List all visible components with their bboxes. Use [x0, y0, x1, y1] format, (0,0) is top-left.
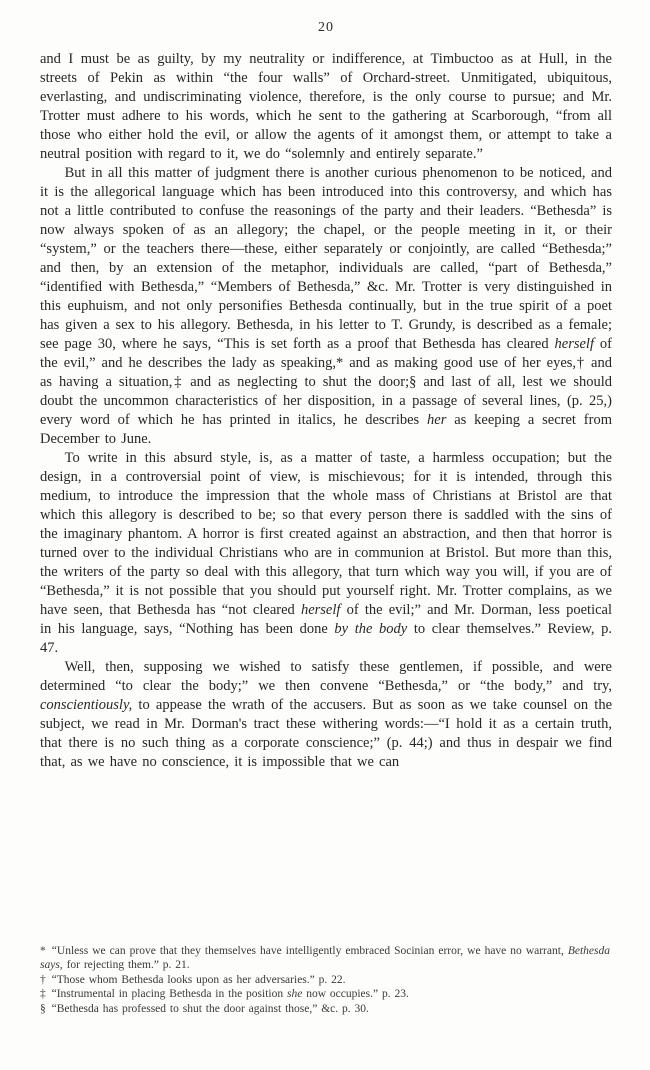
- footnote-marker: †: [40, 973, 50, 986]
- footnote: [40, 973, 610, 988]
- italic-text: herself: [554, 336, 594, 352]
- footnote-marker: §: [40, 1002, 50, 1015]
- page-text: [40, 50, 612, 772]
- text-segment: Well, then, supposing we wished to satisfy these gentlemen, if possible, and were determined “to clear the body;” we then convene “Bethesda,” or “the body,” and try,: [40, 659, 612, 694]
- text-segment: now occupies.” p. 23.: [302, 988, 409, 1000]
- italic-text: herself: [300, 602, 341, 618]
- italic-text: her: [427, 412, 447, 428]
- text-segment: of the evil,” and he describes the lady as speaking,* and as making good use of her eyes,† and as having a situation,‡ and as neglecting to shut the door;§ and last of all, lest we should doubt the uncommon characteristics of her disposition, in a passage of several lines, (p. 25,) every word of which he has printed in italics, he describes: [40, 336, 612, 428]
- italic-text: by the body: [334, 621, 408, 637]
- text-segment: for rejecting them.” p. 21.: [62, 959, 190, 971]
- footnote: [40, 987, 610, 1002]
- italic-text: Bethesda says,: [40, 944, 610, 971]
- paragraph: [40, 658, 612, 772]
- page-number: 20: [318, 20, 334, 35]
- footnotes: [40, 944, 610, 1017]
- text-segment: “Unless we can prove that they themselves have intelligently embraced Socinian error, we have no warrant,: [51, 944, 568, 957]
- text-segment: of the evil;” and Mr. Dorman, less poetical in his language, says, “Nothing has been done: [40, 602, 612, 637]
- text-segment: as keeping a secret from December to June.: [40, 412, 612, 447]
- text-segment: To write in this absurd style, is, as a matter of taste, a harmless occupation; but the design, in a controversial point of view, is mischievous; for it is intended, through this medium, to introduce the impression that the whole mass of Christians at Bristol are that which this allegory is described to be; so that every person there is saddled with the sins of the imaginary phantom. A horror is first created against an abstraction, and then that horror is turned over to the individual Christians who are in communion at Bristol. But more than this, the writers of the party so deal with this allegory, that turn which way you will, if you are of “Bethesda,” it is not possible that you should put yourself right. Mr. Trotter complains, as we have seen, that Bethesda has “not cleared: [40, 450, 612, 618]
- text-segment: “Instrumental in placing Bethesda in the position: [51, 988, 287, 1000]
- paragraph: [40, 164, 612, 449]
- text-segment: to appease the wrath of the accusers. But as soon as we take counsel on the subject, we read in Mr. Dorman's tract these withering words:—“I hold it as a certain truth, that there is no such thing as a corporate conscience;” (p. 44;) and thus in despair we find that, as we have no conscience, it is impossible that we can: [40, 697, 612, 770]
- paragraph: [40, 449, 612, 658]
- footnote: [40, 1002, 610, 1017]
- text-segment: “Bethesda has professed to shut the door against those,” &c. p. 30.: [51, 1002, 369, 1015]
- footnote-marker: *: [40, 944, 50, 957]
- text-segment: and I must be as guilty, by my neutrality or indifference, at Timbuctoo as at Hull, in the streets of Pekin as within “the four walls” of Orchard-street. Unmitigated, ubiquitous, everlasting, and undiscriminating violence, therefore, is the only course to pursue; and Mr. Trotter must adhere to his words, which he sent to the gathering at Scarborough, “from all those who either hold the evil, or allow the agents of it amongst them, or attempt to take a neutral position with regard to it, we do “solemnly and entirely separate.”: [40, 51, 612, 162]
- text-segment: “Those whom Bethesda looks upon as her adversaries.” p. 22.: [51, 973, 346, 986]
- italic-text: she: [286, 988, 303, 1000]
- italic-text: conscientiously,: [40, 697, 133, 713]
- text-segment: to clear themselves.” Review, p. 47.: [40, 621, 613, 656]
- text-segment: But in all this matter of judgment there is another curious phenomenon to be noticed, and it is the allegorical language which has been introduced into this controversy, and which has not a little contributed to confuse the reasonings of the party and their leaders. “Bethesda” is now always spoken of as an allegory; the chapel, or the people meeting in it, or their “system,” or the teachers there—these, either separately or conjointly, are called “Bethesda;” and then, by an extension of the metaphor, individuals are called, “part of Bethesda,” “identified with Bethesda,” “Members of Bethesda,” &c. Mr. Trotter is very distinguished in this euphuism, and not only personifies Bethesda continually, but in the true spirit of a poet has given a sex to his allegory. Bethesda, in his letter to T. Grundy, is described as a female; see page 30, where he says, “This is set forth as a proof that Bethesda has cleared: [40, 165, 612, 352]
- paragraph: [40, 50, 612, 164]
- footnote: [40, 944, 610, 973]
- footnote-marker: ‡: [40, 988, 50, 1000]
